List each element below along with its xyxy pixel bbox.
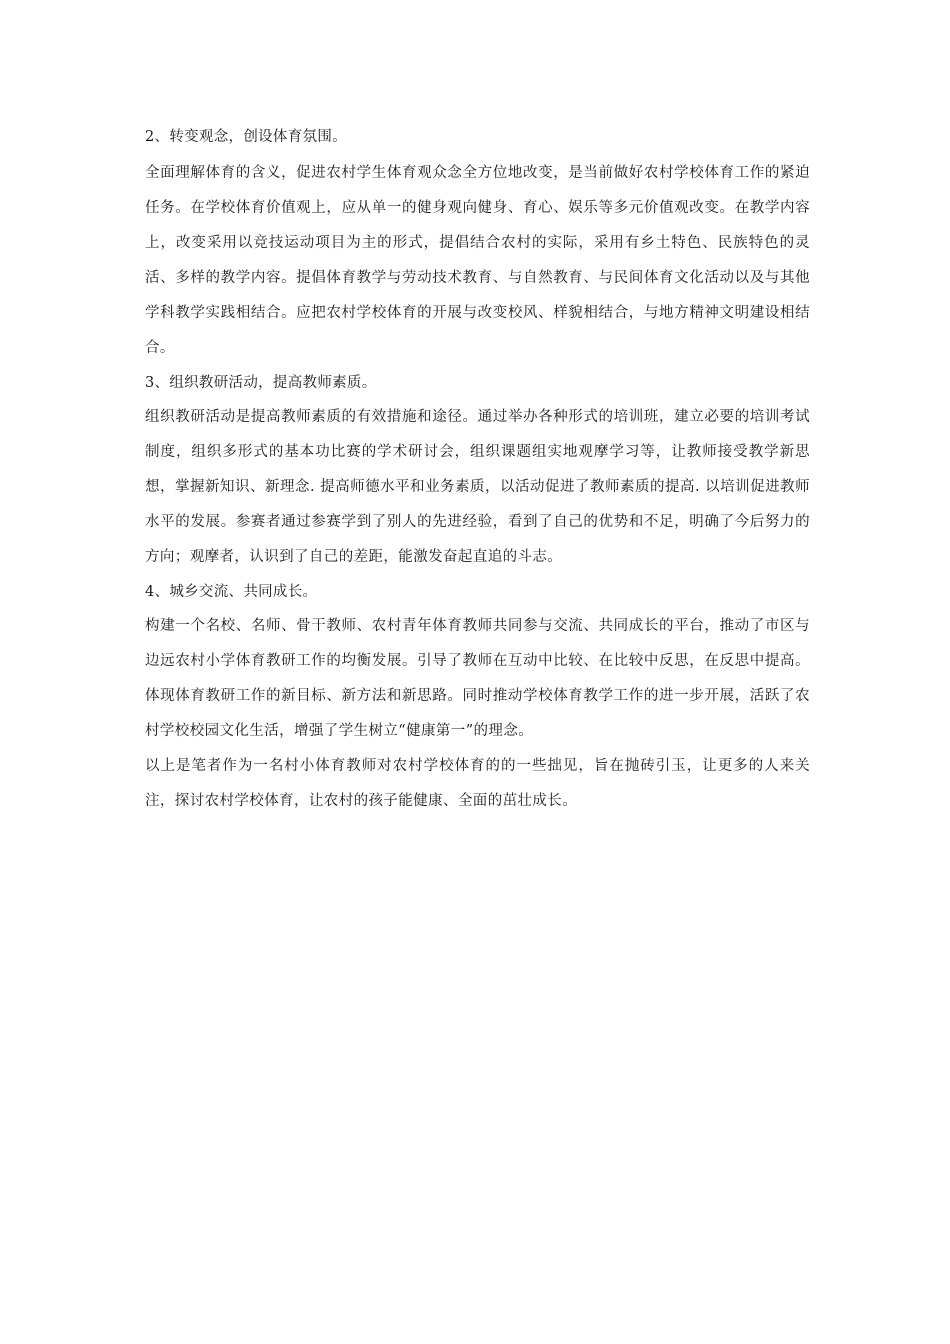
section-heading: 4、城乡交流、共同成长。 <box>145 584 318 600</box>
closing-paragraph: 以上是笔者作为一名村小体育教师对农村学校体育的的一些拙见，旨在抛砖引玉，让更多的人来关注，探讨农村学校体育，让农村的孩子能健康、全面的茁壮成长。 <box>145 758 810 809</box>
document-body <box>145 120 810 819</box>
body-paragraph: 全面理解体育的含义，促进农村学生体育观众念全方位地改变，是当前做好农村学校体育工作的紧迫任务。在学校体育价值观上，应从单一的健身观向健身、育心、娱乐等多元价值观改变。在教学内容上，改变采用以竞技运动项目为主的形式，提倡结合农村的实际，采用有乡土特色、民族特色的灵活、多样的教学内容。提倡体育教学与劳动技术教育、与自然教育、与民间体育文化活动以及与其他学科教学实践相结合。应把农村学校体育的开展与改变校风、样貌相结合，与地方精神文明建设相结合。 <box>145 165 810 356</box>
body-paragraph: 组织教研活动是提高教师素质的有效措施和途径。通过举办各种形式的培训班，建立必要的培训考试制度，组织多形式的基本功比赛的学术研讨会，组织课题组实地观摩学习等，让教师接受教学新思想，掌握新知识、新理念. 提高师德水平和业务素质，以活动促进了教师素质的提高. 以培训促进教师水平的发展。参赛者通过参赛学到了别人的先进经验，看到了自己的优势和不足，明确了今后努力的方向；观摩者，认识到了自己的差距，能激发奋起直追的斗志。 <box>145 409 810 565</box>
section-heading: 2、转变观念，创设体育氛围。 <box>145 129 347 145</box>
section-heading: 3、组织教研活动，提高教师素质。 <box>145 375 377 391</box>
body-paragraph: 构建一个名校、名师、骨干教师、农村青年体育教师共同参与交流、共同成长的平台，推动了市区与边远农村小学体育教研工作的均衡发展。引导了教师在互动中比较、在比较中反思，在反思中提高。体现体育教研工作的新目标、新方法和新思路。同时推动学校体育教学工作的进一步开展，活跃了农村学校校园文化生活，增强了学生树立“健康第一”的理念。 <box>145 618 810 739</box>
